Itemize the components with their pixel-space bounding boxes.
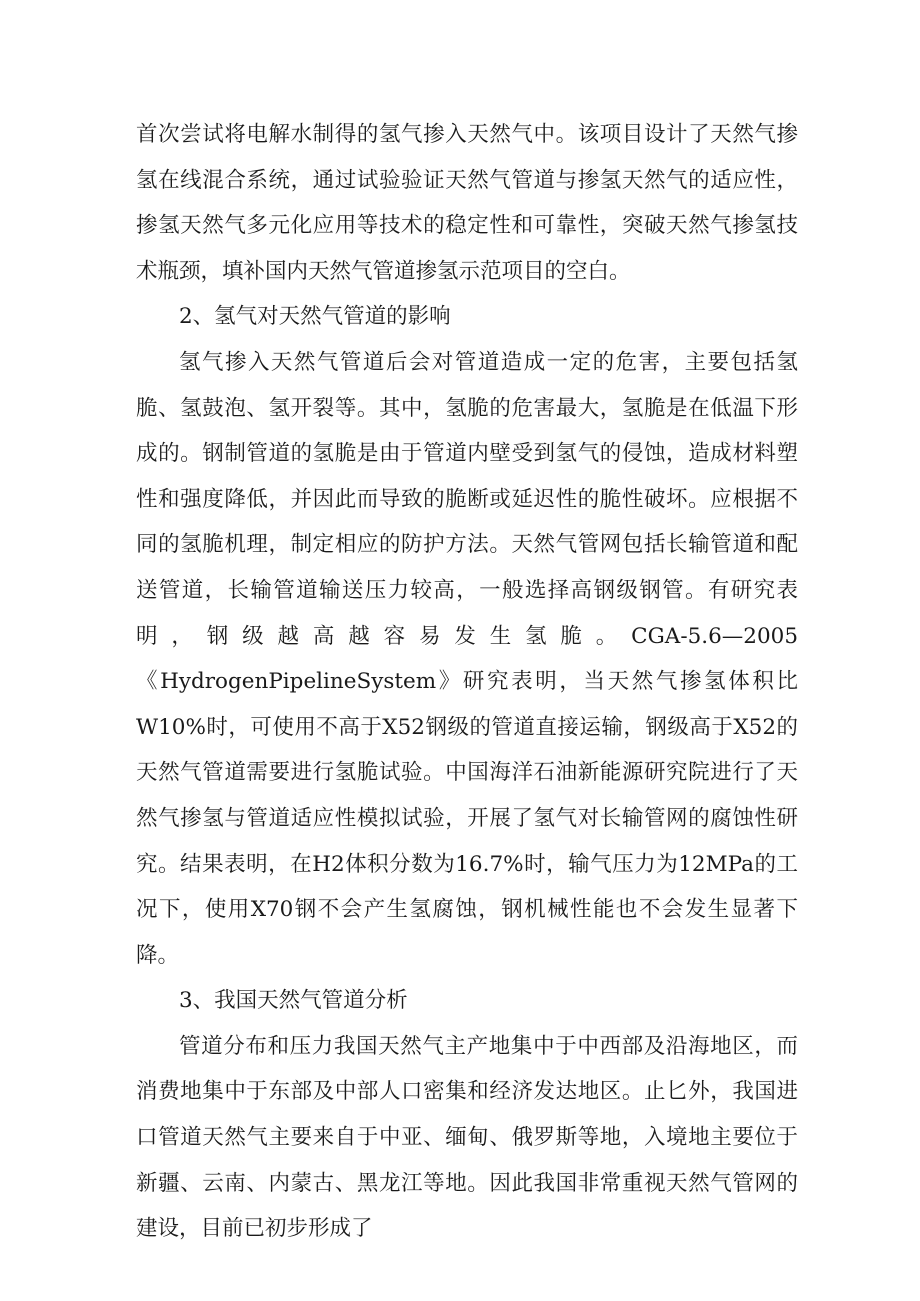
document-body	[136, 112, 798, 1252]
section-heading-pipeline-analysis: 3、我国天然气管道分析	[179, 988, 408, 1014]
paragraph-hydrogen-impact: 氢气掺入天然气管道后会对管道造成一定的危害，主要包括氢脆、氢鼓泡、氢开裂等。其中，氢脆的危害最大，氢脆是在低温下形成的。钢制管道的氢脆是由于管道内壁受到氢气的侵蚀，造成材料塑性和强度降低，并因此而导致的脆断或延迟性的脆性破坏。应根据不同的氢脆机理，制定相应的防护方法。天然气管网包括长输管道和配送管道，长输管道输送压力较高，一般选择高钢级钢管。有研究表明，钢级越高越容易发生氢脆。CGA-5.6—2005《HydrogenPipelineSystem》研究表明，当天然气掺氢体积比W10%时，可使用不高于X52钢级的管道直接运输，钢级高于X52的天然气管道需要进行氢脆试验。中国海洋石油新能源研究院进行了天然气掺氢与管道适应性模拟试验，开展了氢气对长输管网的腐蚀性研究。结果表明，在H2体积分数为16.7%时，输气压力为12MPa的工况下，使用X70钢不会产生氢腐蚀，钢机械性能也不会发生显著下降。	[136, 349, 798, 968]
paragraph-continuation: 首次尝试将电解水制得的氢气掺入天然气中。该项目设计了天然气掺氢在线混合系统，通过试验验证天然气管道与掺氢天然气的适应性，掺氢天然气多元化应用等技术的稳定性和可靠性，突破天然气掺氢技术瓶颈，填补国内天然气管道掺氢示范项目的空白。	[136, 122, 798, 284]
section-heading-hydrogen-impact: 2、氢气对天然气管道的影响	[179, 304, 451, 330]
paragraph-pipeline-analysis: 管道分布和压力我国天然气主产地集中于中西部及沿海地区，而消费地集中于东部及中部人口密集和经济发达地区。止匕外，我国进口管道天然气主要来自于中亚、缅甸、俄罗斯等地，入境地主要位于新疆、云南、内蒙古、黑龙江等地。因此我国非常重视天然气管网的建设，目前已初步形成了	[136, 1033, 798, 1242]
